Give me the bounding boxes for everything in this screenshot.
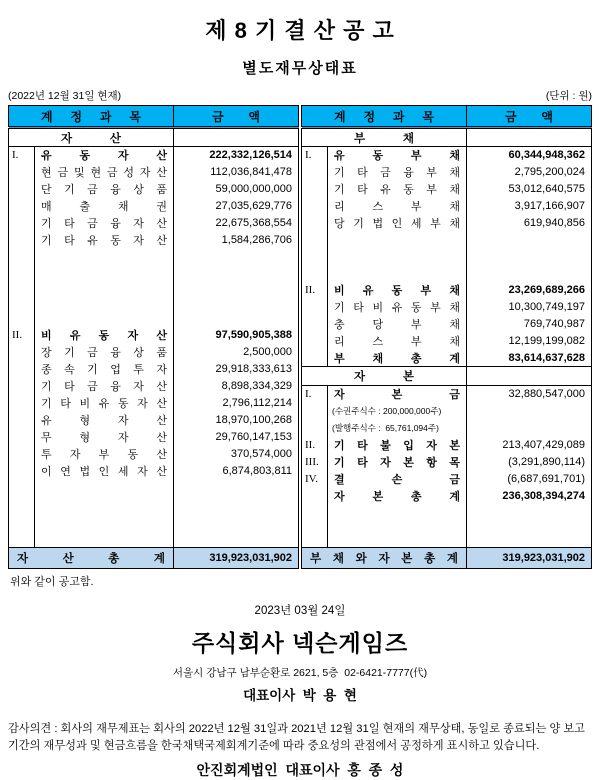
account-amount: 22,675,368,554 — [215, 217, 292, 229]
balance-sheet — [8, 105, 592, 569]
account-row — [302, 147, 592, 164]
statement-title: 별도재무상태표 — [242, 60, 358, 77]
account-name: 투 자 부 동 산 — [35, 446, 174, 463]
account-name: 단 기 금 융 상 품 — [35, 181, 174, 198]
total-label: 부 채 와 자 본 총 계 — [302, 548, 467, 569]
roman-numeral: II. — [9, 327, 35, 344]
grand-total-row — [9, 548, 299, 569]
page-title: 제 8 기 결 산 공 고 — [205, 18, 395, 43]
roman-numeral — [9, 463, 35, 480]
account-row — [302, 437, 592, 454]
roman-numeral — [302, 181, 328, 198]
account-row — [302, 198, 592, 215]
account-row — [9, 232, 299, 249]
roman-numeral — [9, 198, 35, 215]
account-amount: 1,584,286,706 — [221, 234, 292, 246]
account-row — [302, 164, 592, 181]
company-name: 주식회사 넥슨게임즈 — [191, 630, 409, 656]
account-row — [302, 282, 592, 299]
account-name: (수권주식수 : 200,000,000주) — [328, 403, 467, 420]
account-amount: 97,590,905,388 — [215, 329, 292, 341]
account-row — [9, 327, 299, 344]
account-name: 기 타 비 유 동 부 채 — [328, 299, 467, 316]
total-amount — [174, 128, 299, 147]
roman-numeral — [9, 215, 35, 232]
roman-numeral — [302, 505, 328, 548]
audit-opinion: 감사의견 : 회사의 재무제표는 회사의 2022년 12월 31일과 2021년 12월 31일 현재의 재무상태, 동일로 종료되는 양 보고기간의 재무성과 및 현금흐름을 한국채택국제회계기준에 따라 중요성의 관점에서 공정하게 표시하고 있습니다. — [8, 723, 585, 752]
account-amount: 29,918,333,613 — [215, 363, 292, 375]
account-name — [35, 480, 174, 548]
account-row — [9, 181, 299, 198]
roman-numeral — [9, 361, 35, 378]
ceo-name: 대표이사 박 용 현 — [243, 688, 357, 703]
roman-numeral — [9, 181, 35, 198]
account-amount — [174, 249, 299, 327]
total-amount — [467, 128, 592, 147]
account-name: 기 타 자 본 항 목 — [328, 454, 467, 471]
account-name: 기 타 금 융 자 산 — [35, 215, 174, 232]
account-name: 기 타 금 융 자 산 — [35, 378, 174, 395]
roman-numeral: I. — [302, 386, 328, 403]
section-label: 자 본 — [302, 367, 467, 386]
account-name: 기 타 비 유 동 자 산 — [35, 395, 174, 412]
account-row — [302, 403, 592, 420]
account-name: 충 당 부 채 — [328, 316, 467, 333]
account-column-header: 계 정 과 목 — [302, 106, 467, 128]
roman-numeral — [9, 480, 35, 548]
section-label: 부 채 — [302, 128, 467, 147]
account-row — [302, 316, 592, 333]
roman-numeral — [9, 412, 35, 429]
roman-numeral — [302, 420, 328, 437]
roman-numeral: II. — [302, 282, 328, 299]
account-name: 유 동 부 채 — [328, 147, 467, 164]
account-amount: (3,291,890,114) — [508, 456, 585, 468]
account-amount: 27,035,629,776 — [215, 200, 292, 212]
account-amount: 8,898,334,329 — [221, 380, 292, 392]
roman-numeral: IV. — [302, 471, 328, 488]
as-of-date: (2022년 12월 31일 현재) — [8, 90, 122, 102]
roman-numeral — [9, 249, 35, 327]
account-amount — [467, 403, 592, 420]
account-row — [302, 350, 592, 367]
account-row — [9, 215, 299, 232]
account-name: 자 본 금 — [328, 386, 467, 403]
amount-column-header: 금 액 — [174, 106, 299, 128]
account-amount: 23,269,689,266 — [508, 284, 585, 296]
account-amount — [174, 480, 299, 548]
account-row — [9, 446, 299, 463]
account-name: 무 형 자 산 — [35, 429, 174, 446]
roman-numeral — [9, 395, 35, 412]
amount-column-header: 금 액 — [467, 106, 592, 128]
account-name: 기 타 유 동 부 채 — [328, 181, 467, 198]
auditor-name: 안진회계법인 대표이사 홍 종 성 — [196, 762, 404, 778]
total-amount — [467, 367, 592, 386]
account-row — [9, 378, 299, 395]
total-amount: 319,923,031,902 — [174, 548, 299, 569]
roman-numeral — [302, 350, 328, 367]
account-name: 기 타 금 융 부 채 — [328, 164, 467, 181]
roman-numeral — [9, 446, 35, 463]
spacer-row — [9, 249, 299, 327]
account-row — [302, 333, 592, 350]
account-name: 장 기 금 융 상 품 — [35, 344, 174, 361]
account-name: 자 본 총 계 — [328, 488, 467, 505]
account-amount: 236,308,394,274 — [502, 490, 585, 502]
account-row — [9, 361, 299, 378]
section-header-row — [302, 367, 592, 386]
section-header-row — [302, 128, 592, 147]
roman-numeral: I. — [302, 147, 328, 164]
roman-numeral — [302, 215, 328, 232]
roman-numeral — [302, 198, 328, 215]
roman-numeral — [302, 316, 328, 333]
unit-label: (단위 : 원) — [545, 90, 592, 102]
spacer-row — [9, 480, 299, 548]
roman-numeral: III. — [302, 454, 328, 471]
account-name: (발행주식수 : 65,761,094주) — [328, 420, 467, 437]
meta-row — [8, 88, 592, 103]
account-amount: 18,970,100,268 — [215, 414, 292, 426]
account-amount: 6,874,803,811 — [222, 465, 292, 477]
account-amount: 2,795,200,024 — [514, 166, 585, 178]
table-header-row — [302, 106, 592, 128]
account-amount: 222,332,126,514 — [209, 149, 292, 162]
account-amount: 112,036,841,478 — [210, 166, 292, 178]
assets-table — [8, 105, 299, 569]
account-amount: 370,574,000 — [230, 448, 292, 460]
account-name — [35, 249, 174, 327]
account-name: 기 타 유 동 자 산 — [35, 232, 174, 249]
account-amount: 10,300,749,197 — [508, 301, 585, 313]
account-row — [9, 412, 299, 429]
account-amount: 60,344,948,362 — [508, 149, 585, 162]
account-name: 부 채 총 계 — [328, 350, 467, 367]
liabilities-equity-table — [301, 105, 592, 569]
account-amount — [467, 420, 592, 437]
account-row — [302, 386, 592, 403]
announcement-date: 2023년 03월 24일 — [254, 605, 346, 617]
account-row — [9, 429, 299, 446]
account-amount: 29,760,147,153 — [215, 431, 292, 443]
account-name: 이 연 법 인 세 자 산 — [35, 463, 174, 480]
roman-numeral — [302, 333, 328, 350]
roman-numeral — [302, 403, 328, 420]
roman-numeral — [9, 344, 35, 361]
total-amount: 319,923,031,902 — [467, 548, 592, 569]
account-row — [302, 454, 592, 471]
roman-numeral — [302, 488, 328, 505]
account-amount: 53,012,640,575 — [508, 183, 585, 195]
account-amount: 2,500,000 — [243, 346, 292, 358]
account-name — [328, 232, 467, 282]
account-amount — [467, 232, 592, 282]
company-address: 서울시 강남구 남부순환로 2621, 5층 02-6421-7777(代) — [172, 667, 428, 679]
account-amount: 83,614,637,628 — [508, 351, 585, 364]
account-name: 리 스 부 채 — [328, 198, 467, 215]
total-label: 자 산 총 계 — [9, 548, 174, 569]
roman-numeral — [302, 299, 328, 316]
account-name: 당 기 법 인 세 부 채 — [328, 215, 467, 232]
roman-numeral — [9, 232, 35, 249]
account-row — [302, 299, 592, 316]
account-row — [9, 344, 299, 361]
account-amount: 2,796,112,214 — [222, 397, 292, 409]
account-amount: 32,880,547,000 — [508, 388, 585, 401]
account-amount: 619,940,856 — [523, 217, 585, 229]
account-name: 비 유 동 자 산 — [35, 327, 174, 344]
roman-numeral — [302, 232, 328, 282]
account-row — [302, 488, 592, 505]
roman-numeral — [9, 164, 35, 181]
account-amount: 12,199,199,082 — [508, 335, 585, 347]
account-name: 리 스 부 채 — [328, 333, 467, 350]
account-name: 종 속 기 업 투 자 — [35, 361, 174, 378]
account-row — [9, 164, 299, 181]
account-row — [9, 463, 299, 480]
account-amount: 3,917,166,907 — [514, 200, 585, 212]
account-name: 매 출 채 권 — [35, 198, 174, 215]
account-amount: 213,407,429,089 — [502, 439, 585, 451]
table-header-row — [9, 106, 299, 128]
account-name: 유 동 자 산 — [35, 147, 174, 164]
grand-total-row — [302, 548, 592, 569]
roman-numeral — [9, 378, 35, 395]
account-row — [302, 420, 592, 437]
account-name: 비 유 동 부 채 — [328, 282, 467, 299]
account-column-header: 계 정 과 목 — [9, 106, 174, 128]
account-name: 기 타 불 입 자 본 — [328, 437, 467, 454]
roman-numeral: II. — [302, 437, 328, 454]
account-row — [302, 181, 592, 198]
account-row — [9, 198, 299, 215]
roman-numeral: I. — [9, 147, 35, 164]
account-name: 유 형 자 산 — [35, 412, 174, 429]
spacer-row — [302, 505, 592, 548]
account-amount: (6,687,691,701) — [507, 473, 585, 485]
account-amount: 769,740,987 — [523, 318, 585, 330]
account-name — [328, 505, 467, 548]
account-name: 현 금 및 현 금 성 자 산 — [35, 164, 174, 181]
account-name: 결 손 금 — [328, 471, 467, 488]
spacer-row — [302, 232, 592, 282]
account-row — [9, 395, 299, 412]
notice-text: 위와 같이 공고함. — [10, 576, 94, 588]
account-row — [302, 471, 592, 488]
section-header-row — [9, 128, 299, 147]
account-amount — [467, 505, 592, 548]
account-row — [302, 215, 592, 232]
roman-numeral — [302, 164, 328, 181]
roman-numeral — [9, 429, 35, 446]
account-amount: 59,000,000,000 — [215, 183, 292, 195]
account-row — [9, 147, 299, 164]
section-label: 자 산 — [9, 128, 174, 147]
